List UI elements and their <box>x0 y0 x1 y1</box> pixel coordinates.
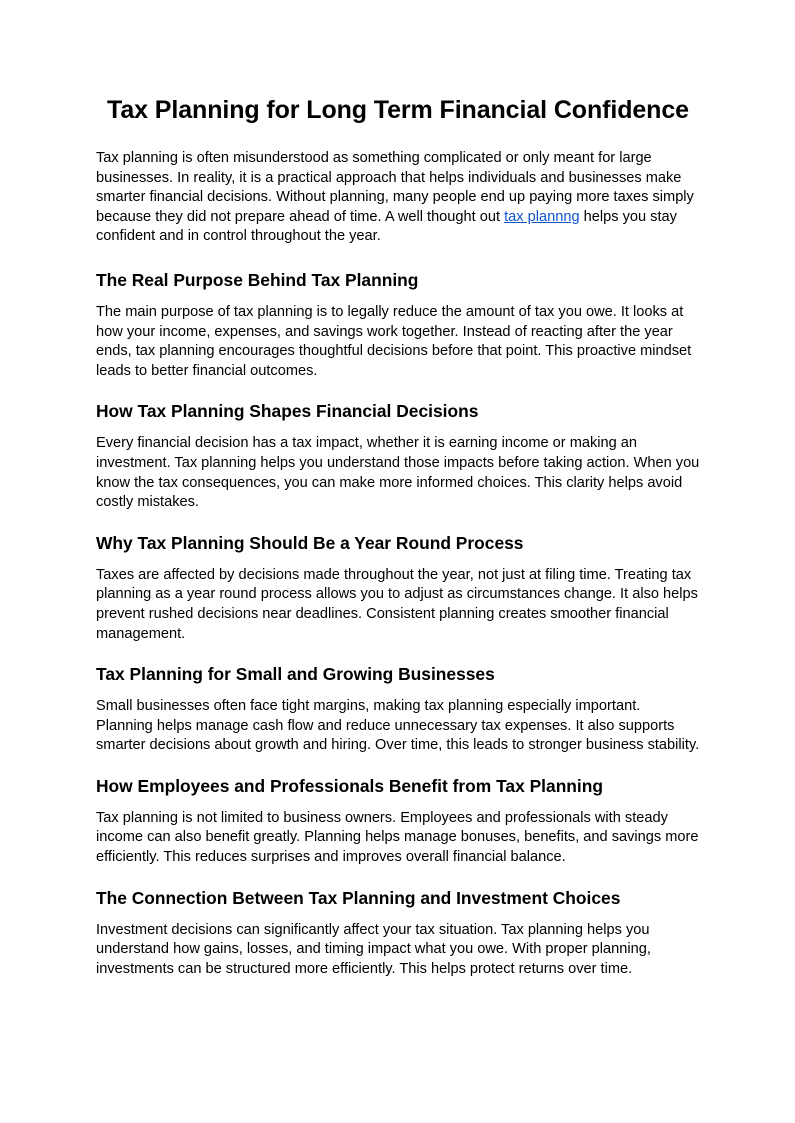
section-body: Small businesses often face tight margins, making tax planning especially important. Planning helps manage cash flow and reduce unnecessary tax expenses. It also supports smarter decisions about growth and hiring. Over time, this leads to stronger business stability. <box>96 698 700 754</box>
document-page <box>96 92 700 996</box>
section-heading: Tax Planning for Small and Growing Businesses <box>96 664 495 685</box>
section-investment-choices <box>96 885 700 980</box>
section-heading: The Connection Between Tax Planning and Investment Choices <box>96 887 621 908</box>
intro-paragraph <box>96 149 700 247</box>
section-heading: How Tax Planning Shapes Financial Decisions <box>96 401 479 422</box>
section-heading: The Real Purpose Behind Tax Planning <box>96 269 419 290</box>
tax-planning-link[interactable]: tax plannng <box>504 208 580 225</box>
page-title: Tax Planning for Long Term Financial Confidence <box>107 96 689 124</box>
intro-text-after-link: helps you stay confident and in control throughout the year. <box>96 208 677 245</box>
section-real-purpose <box>96 267 700 381</box>
section-body: Taxes are affected by decisions made throughout the year, not just at filing time. Treating tax planning as a year round process allows you to adjust as circumstances change. It also helps prevent rushed decisions near deadlines. Consistent planning creates smoother financial management. <box>96 566 698 642</box>
section-year-round <box>96 530 700 644</box>
section-body: The main purpose of tax planning is to legally reduce the amount of tax you owe. It looks at how your income, expenses, and savings work together. Instead of reacting after the year ends, tax planning encourages thoughtful decisions before that point. This proactive mindset leads to better financial outcomes. <box>96 303 692 379</box>
section-employees-professionals <box>96 773 700 868</box>
section-heading: How Employees and Professionals Benefit from Tax Planning <box>96 775 604 796</box>
intro-text-before-link: Tax planning is often misunderstood as something complicated or only meant for large businesses. In reality, it is a practical approach that helps individuals and businesses make smarter financial decisions. Without planning, many people end up paying more taxes simply because they did not prepare ahead of time. A well thought out <box>96 150 694 225</box>
section-body: Tax planning is not limited to business owners. Employees and professionals with steady income can also benefit greatly. Planning helps manage bonuses, benefits, and savings more efficiently. This reduces surprises and improves overall financial balance. <box>96 809 699 866</box>
section-small-businesses <box>96 661 700 756</box>
section-heading: Why Tax Planning Should Be a Year Round Process <box>96 532 524 553</box>
section-body: Every financial decision has a tax impact, whether it is earning income or making an investment. Tax planning helps you understand those impacts before taking action. When you know the tax consequences, you can make more informed choices. This clarity helps avoid costly mistakes. <box>96 435 700 511</box>
section-financial-decisions <box>96 398 700 512</box>
section-body: Investment decisions can significantly affect your tax situation. Tax planning helps you understand how gains, losses, and timing impact what you owe. With proper planning, investments can be structured more efficiently. This helps protect returns over time. <box>96 921 651 977</box>
